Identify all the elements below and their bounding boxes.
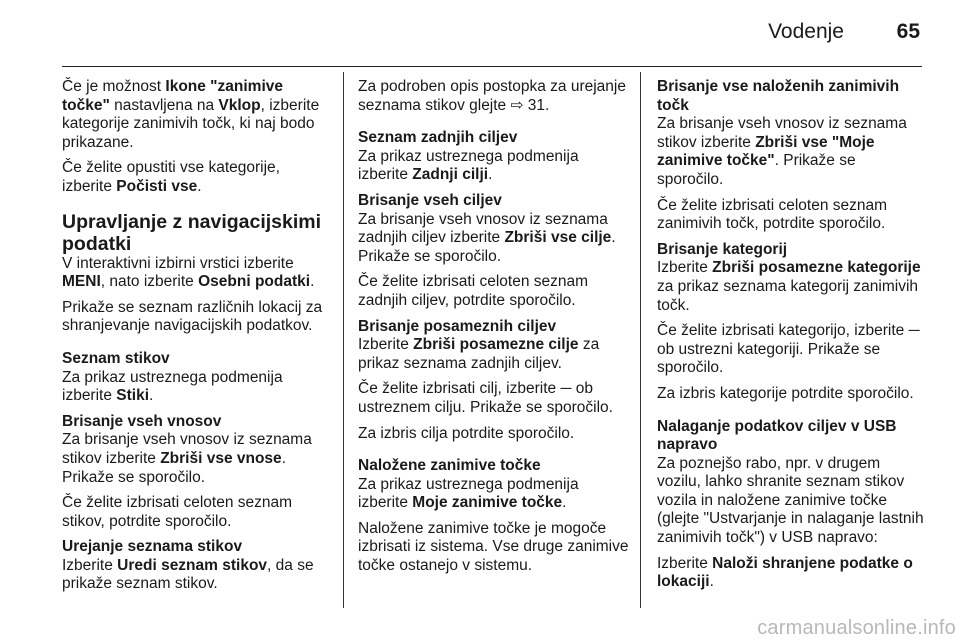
paragraph: Izberite Uredi seznam stikov, da se prikaže seznam stikov. [62,556,314,593]
column-divider [343,72,344,608]
paragraph: Če je možnost Ikone "zanimive točke" nastavljena na Vklop, izberite kategorije zanimivih točk, ki naj bodo prikazane. [62,78,320,151]
paragraph: V interaktivni izbirni vrstici izberite MENI, nato izberite Osebni podatki. [62,254,315,291]
subheading: Seznam stikov [62,349,170,367]
paragraph: Za brisanje vseh vnosov iz seznama zadnjih ciljev izberite Zbriši vse cilje. Prikaže se sporočilo. [358,210,616,265]
subheading: Nalaganje podatkov ciljev v USB napravo [657,417,897,454]
section-title: Vodenje [768,20,844,43]
subheading: Brisanje vseh ciljev [358,191,502,209]
paragraph: Izberite Zbriši posamezne cilje za prikaz seznama zadnjih ciljev. [358,336,600,372]
subheading: Seznam zadnjih ciljev [358,129,518,147]
paragraph: Naložene zanimive točke je mogoče izbrisati iz sistema. Vse druge zanimive točke ostanejo v sistemu. [358,519,629,575]
column-divider [640,72,641,608]
subheading: Brisanje vseh vnosov [62,412,222,430]
subheading: Brisanje vse naloženih zanimivih točk [657,78,900,114]
column-2 [358,78,630,583]
page-ref-arrow-icon: ⇨ [510,96,524,114]
paragraph: Za poznejšo rabo, npr. v drugem vozilu, lahko shranite seznam stikov vozila in naložene zanimive točke (glejte "Ustvarjanje in nalaganje lastnih zanimivih točk") v USB napravo: [657,454,924,547]
paragraph: Za izbris kategorije potrdite sporočilo. [657,384,914,402]
page-header [62,0,922,67]
paragraph: Če želite opustiti vse kategorije, izberite Počisti vse. [62,159,280,195]
minus-icon: ─ [560,380,572,398]
page-number: 65 [896,20,920,43]
paragraph: Za brisanje vseh vnosov iz seznama stikov izberite Zbriši vse vnose. Prikaže se sporočilo. [62,431,312,486]
column-3 [657,78,925,599]
section-heading: Upravljanje z navigacijskimi podatki [62,210,322,255]
paragraph: Če želite izbrisati kategorijo, izberite ─ ob ustrezni kategoriji. Prikaže se sporočilo. [657,322,920,377]
subheading: Brisanje kategorij [657,240,788,258]
paragraph: Prikaže se seznam različnih lokacij za shranjevanje navigacijskih podatkov. [62,298,323,335]
paragraph: Izberite Naloži shranjene podatke o lokaciji. [657,554,913,591]
watermark: carmanualsonline.info [757,617,956,639]
paragraph: Če želite izbrisati celoten seznam zadnjih ciljev, potrdite sporočilo. [358,273,589,309]
subheading: Urejanje seznama stikov [62,538,243,556]
paragraph: Za prikaz ustreznega podmenija izberite Stiki. [62,368,283,405]
paragraph: Za podroben opis postopka za urejanje seznama stikov glejte ⇨ 31. [358,78,626,114]
paragraph: Za prikaz ustreznega podmenija izberite Moje zanimive točke. [358,475,579,512]
paragraph: Če želite izbrisati cilj, izberite ─ ob ustreznem cilju. Prikaže se sporočilo. [358,380,613,416]
column-1 [62,78,332,601]
paragraph: Če želite izbrisati celoten seznam zanimivih točk, potrdite sporočilo. [657,196,888,233]
subheading: Brisanje posameznih ciljev [358,317,557,335]
paragraph: Za prikaz ustreznega podmenija izberite Zadnji cilji. [358,147,579,184]
paragraph: Izberite Zbriši posamezne kategorije za prikaz seznama kategorij zanimivih točk. [657,259,921,314]
paragraph: Za izbris cilja potrdite sporočilo. [358,424,575,442]
minus-icon: ─ [908,322,920,340]
paragraph: Če želite izbrisati celoten seznam stikov, potrdite sporočilo. [62,494,293,530]
subheading: Naložene zanimive točke [358,457,541,475]
paragraph: Za brisanje vseh vnosov iz seznama stikov izberite Zbriši vse "Moje zanimive točke". Prikaže se sporočilo. [657,115,907,188]
